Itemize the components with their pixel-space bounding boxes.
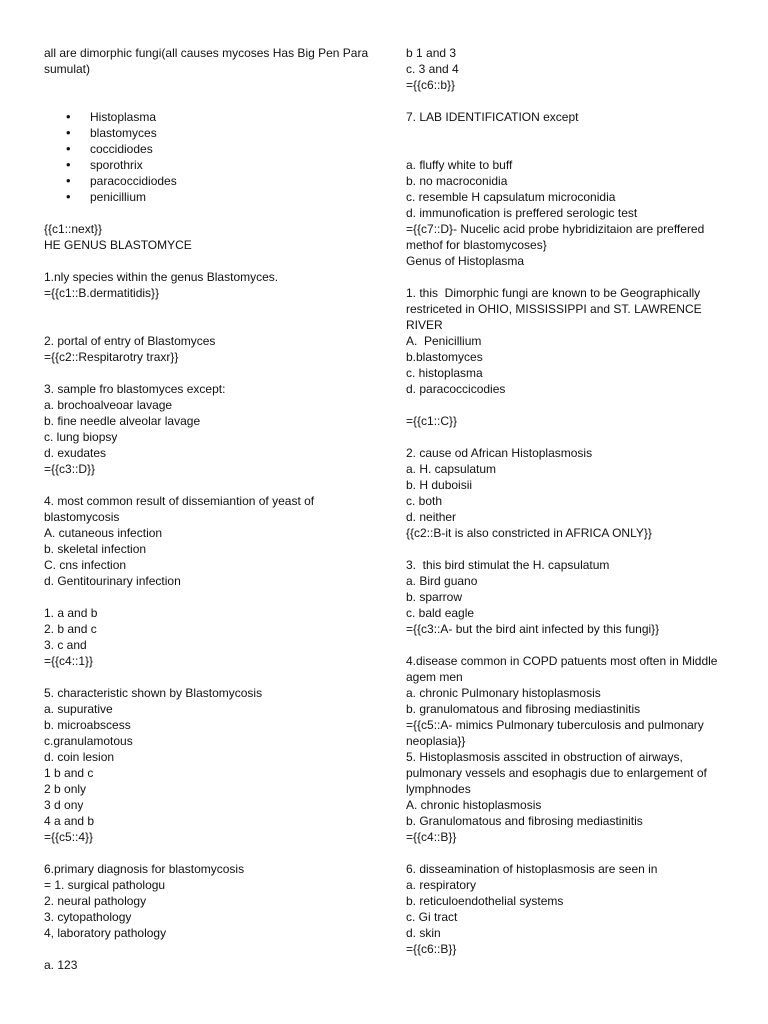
text-line bbox=[406, 845, 736, 861]
text-line: 1. a and b bbox=[44, 606, 98, 620]
text-line: d. coin lesion bbox=[44, 750, 115, 764]
text-line: b 1 and 3 bbox=[406, 46, 457, 60]
text-line bbox=[406, 541, 736, 557]
text-line: 3. cytopathology bbox=[44, 910, 132, 924]
text-line: Genus of Histoplasma bbox=[406, 254, 525, 268]
bullet-item: • coccidiodes bbox=[44, 141, 374, 157]
text-line: {{c1::next}} bbox=[44, 222, 103, 236]
text-line: 2. cause od African Histoplasmosis bbox=[406, 446, 593, 460]
text-line: d. immunofication is preffered serologic test bbox=[406, 206, 638, 220]
text-line: A. chronic histoplasmosis bbox=[406, 798, 542, 812]
text-line: ={{c4::1}} bbox=[44, 654, 94, 668]
text-line: a. brochoalveoar lavage bbox=[44, 398, 173, 412]
text-line: d. skin bbox=[406, 926, 441, 940]
text-line: b. Granulomatous and fibrosing mediastinitis bbox=[406, 814, 643, 828]
text-line bbox=[44, 845, 374, 861]
text-line bbox=[406, 637, 736, 653]
text-line bbox=[44, 477, 374, 493]
text-line: a. fluffy white to buff bbox=[406, 158, 513, 172]
text-line: a. chronic Pulmonary histoplasmosis bbox=[406, 686, 601, 700]
text-line: 7. LAB IDENTIFICATION except bbox=[406, 110, 579, 124]
text-line bbox=[406, 93, 736, 109]
text-line bbox=[406, 141, 736, 157]
text-line: 1.nly species within the genus Blastomyces. bbox=[44, 270, 279, 284]
text-line: C. cns infection bbox=[44, 558, 127, 572]
text-line: b.blastomyces bbox=[406, 350, 483, 364]
text-line: c. lung biopsy bbox=[44, 430, 118, 444]
text-line: a. respiratory bbox=[406, 878, 477, 892]
text-line: c. resemble H capsulatum microconidia bbox=[406, 190, 616, 204]
text-line bbox=[44, 253, 374, 269]
right-column bbox=[406, 45, 736, 957]
right-text-lines bbox=[406, 45, 736, 957]
text-line: b. sparrow bbox=[406, 590, 463, 604]
text-line: 3. sample fro blastomyces except: bbox=[44, 382, 226, 396]
text-line: ={{c3::A- but the bird aint infected by this fungi}} bbox=[406, 622, 660, 636]
bullet-item: • paracoccidiodes bbox=[44, 173, 374, 189]
text-line: b. granulomatous and fibrosing mediastinitis bbox=[406, 702, 641, 716]
text-line bbox=[44, 669, 374, 685]
text-line: d. paracoccicodies bbox=[406, 382, 506, 396]
text-line: ={{c6::b}} bbox=[406, 78, 456, 92]
fungi-bullet-list bbox=[44, 109, 374, 205]
text-line: ={{c1::B.dermatitidis}} bbox=[44, 286, 160, 300]
text-line bbox=[406, 125, 736, 141]
text-line: a. Bird guano bbox=[406, 574, 478, 588]
text-line: 1. this Dimorphic fungi are known to be Geographically restriceted in OHIO, MISSISSIPPI and ST. LAWRENCE RIVER bbox=[406, 286, 705, 332]
text-line bbox=[44, 317, 374, 333]
text-line: ={{c1::C}} bbox=[406, 414, 458, 428]
text-line: 4 a and b bbox=[44, 814, 95, 828]
bullet-item: • penicillium bbox=[44, 189, 374, 205]
text-line: d. exudates bbox=[44, 446, 107, 460]
text-line: a. 123 bbox=[44, 958, 78, 972]
text-line bbox=[44, 589, 374, 605]
text-line: c. histoplasma bbox=[406, 366, 483, 380]
text-line: 2. b and c bbox=[44, 622, 97, 636]
text-line: 5. Histoplasmosis asscited in obstruction of airways, pulmonary vessels and esophagis due to enlargement of lymphnodes bbox=[406, 750, 711, 796]
bullet-item: • Histoplasma bbox=[44, 109, 374, 125]
text-line: 4.disease common in COPD patuents most often in Middle agem men bbox=[406, 654, 721, 684]
text-line: A. cutaneous infection bbox=[44, 526, 163, 540]
text-line: c. bald eagle bbox=[406, 606, 475, 620]
text-line: c.granulamotous bbox=[44, 734, 133, 748]
text-line: b. no macroconidia bbox=[406, 174, 508, 188]
text-line: {{c2::B-it is also constricted in AFRICA ONLY}} bbox=[406, 526, 652, 540]
text-line bbox=[44, 941, 374, 957]
bullet-item: • blastomyces bbox=[44, 125, 374, 141]
text-line: 4. most common result of dissemiantion of yeast of blastomycosis bbox=[44, 494, 318, 524]
text-line: c. Gi tract bbox=[406, 910, 458, 924]
text-line: A. Penicillium bbox=[406, 334, 482, 348]
text-line: ={{c5::A- mimics Pulmonary tuberculosis and pulmonary neoplasia}} bbox=[406, 718, 708, 748]
text-line: b. fine needle alveolar lavage bbox=[44, 414, 201, 428]
text-line: 6. disseamination of histoplasmosis are seen in bbox=[406, 862, 658, 876]
text-line bbox=[44, 365, 374, 381]
text-line: HE GENUS BLASTOMYCE bbox=[44, 238, 192, 252]
text-line: ={{c7::D}- Nucelic acid probe hybridizitaion are preffered methof for blastomycoses} bbox=[406, 222, 708, 252]
text-line: 2. neural pathology bbox=[44, 894, 147, 908]
text-line: c. both bbox=[406, 494, 443, 508]
text-line: ={{c3::D}} bbox=[44, 462, 96, 476]
text-line: ={{c6::B}} bbox=[406, 942, 457, 956]
text-line: 1 b and c bbox=[44, 766, 94, 780]
text-line: d. Gentitourinary infection bbox=[44, 574, 181, 588]
text-line: b. microabscess bbox=[44, 718, 131, 732]
text-line: ={{c2::Respitarotry traxr}} bbox=[44, 350, 179, 364]
text-line: 6.primary diagnosis for blastomycosis bbox=[44, 862, 245, 876]
text-line: 2 b only bbox=[44, 782, 87, 796]
text-line: a. H. capsulatum bbox=[406, 462, 497, 476]
intro-text: all are dimorphic fungi(all causes mycoses Has Big Pen Para sumulat) bbox=[44, 46, 372, 76]
text-line: d. neither bbox=[406, 510, 457, 524]
text-line bbox=[406, 397, 736, 413]
text-line: 5. characteristic shown by Blastomycosis bbox=[44, 686, 263, 700]
text-line: ={{c5::4}} bbox=[44, 830, 94, 844]
left-text-lines bbox=[44, 221, 374, 973]
text-line bbox=[406, 429, 736, 445]
text-line: 2. portal of entry of Blastomyces bbox=[44, 334, 216, 348]
text-line: b. H duboisii bbox=[406, 478, 473, 492]
text-line: b. reticuloendothelial systems bbox=[406, 894, 564, 908]
text-line: 3. this bird stimulat the H. capsulatum bbox=[406, 558, 610, 572]
bullet-item: • sporothrix bbox=[44, 157, 374, 173]
text-line: a. supurative bbox=[44, 702, 113, 716]
text-line: c. 3 and 4 bbox=[406, 62, 459, 76]
left-column bbox=[44, 45, 374, 973]
text-line: 4, laboratory pathology bbox=[44, 926, 167, 940]
text-line: ={{c4::B}} bbox=[406, 830, 457, 844]
text-line: 3 d ony bbox=[44, 798, 84, 812]
text-line bbox=[406, 269, 736, 285]
text-line bbox=[44, 301, 374, 317]
text-line: = 1. surgical pathologu bbox=[44, 878, 166, 892]
text-line: 3. c and bbox=[44, 638, 87, 652]
text-line: b. skeletal infection bbox=[44, 542, 147, 556]
